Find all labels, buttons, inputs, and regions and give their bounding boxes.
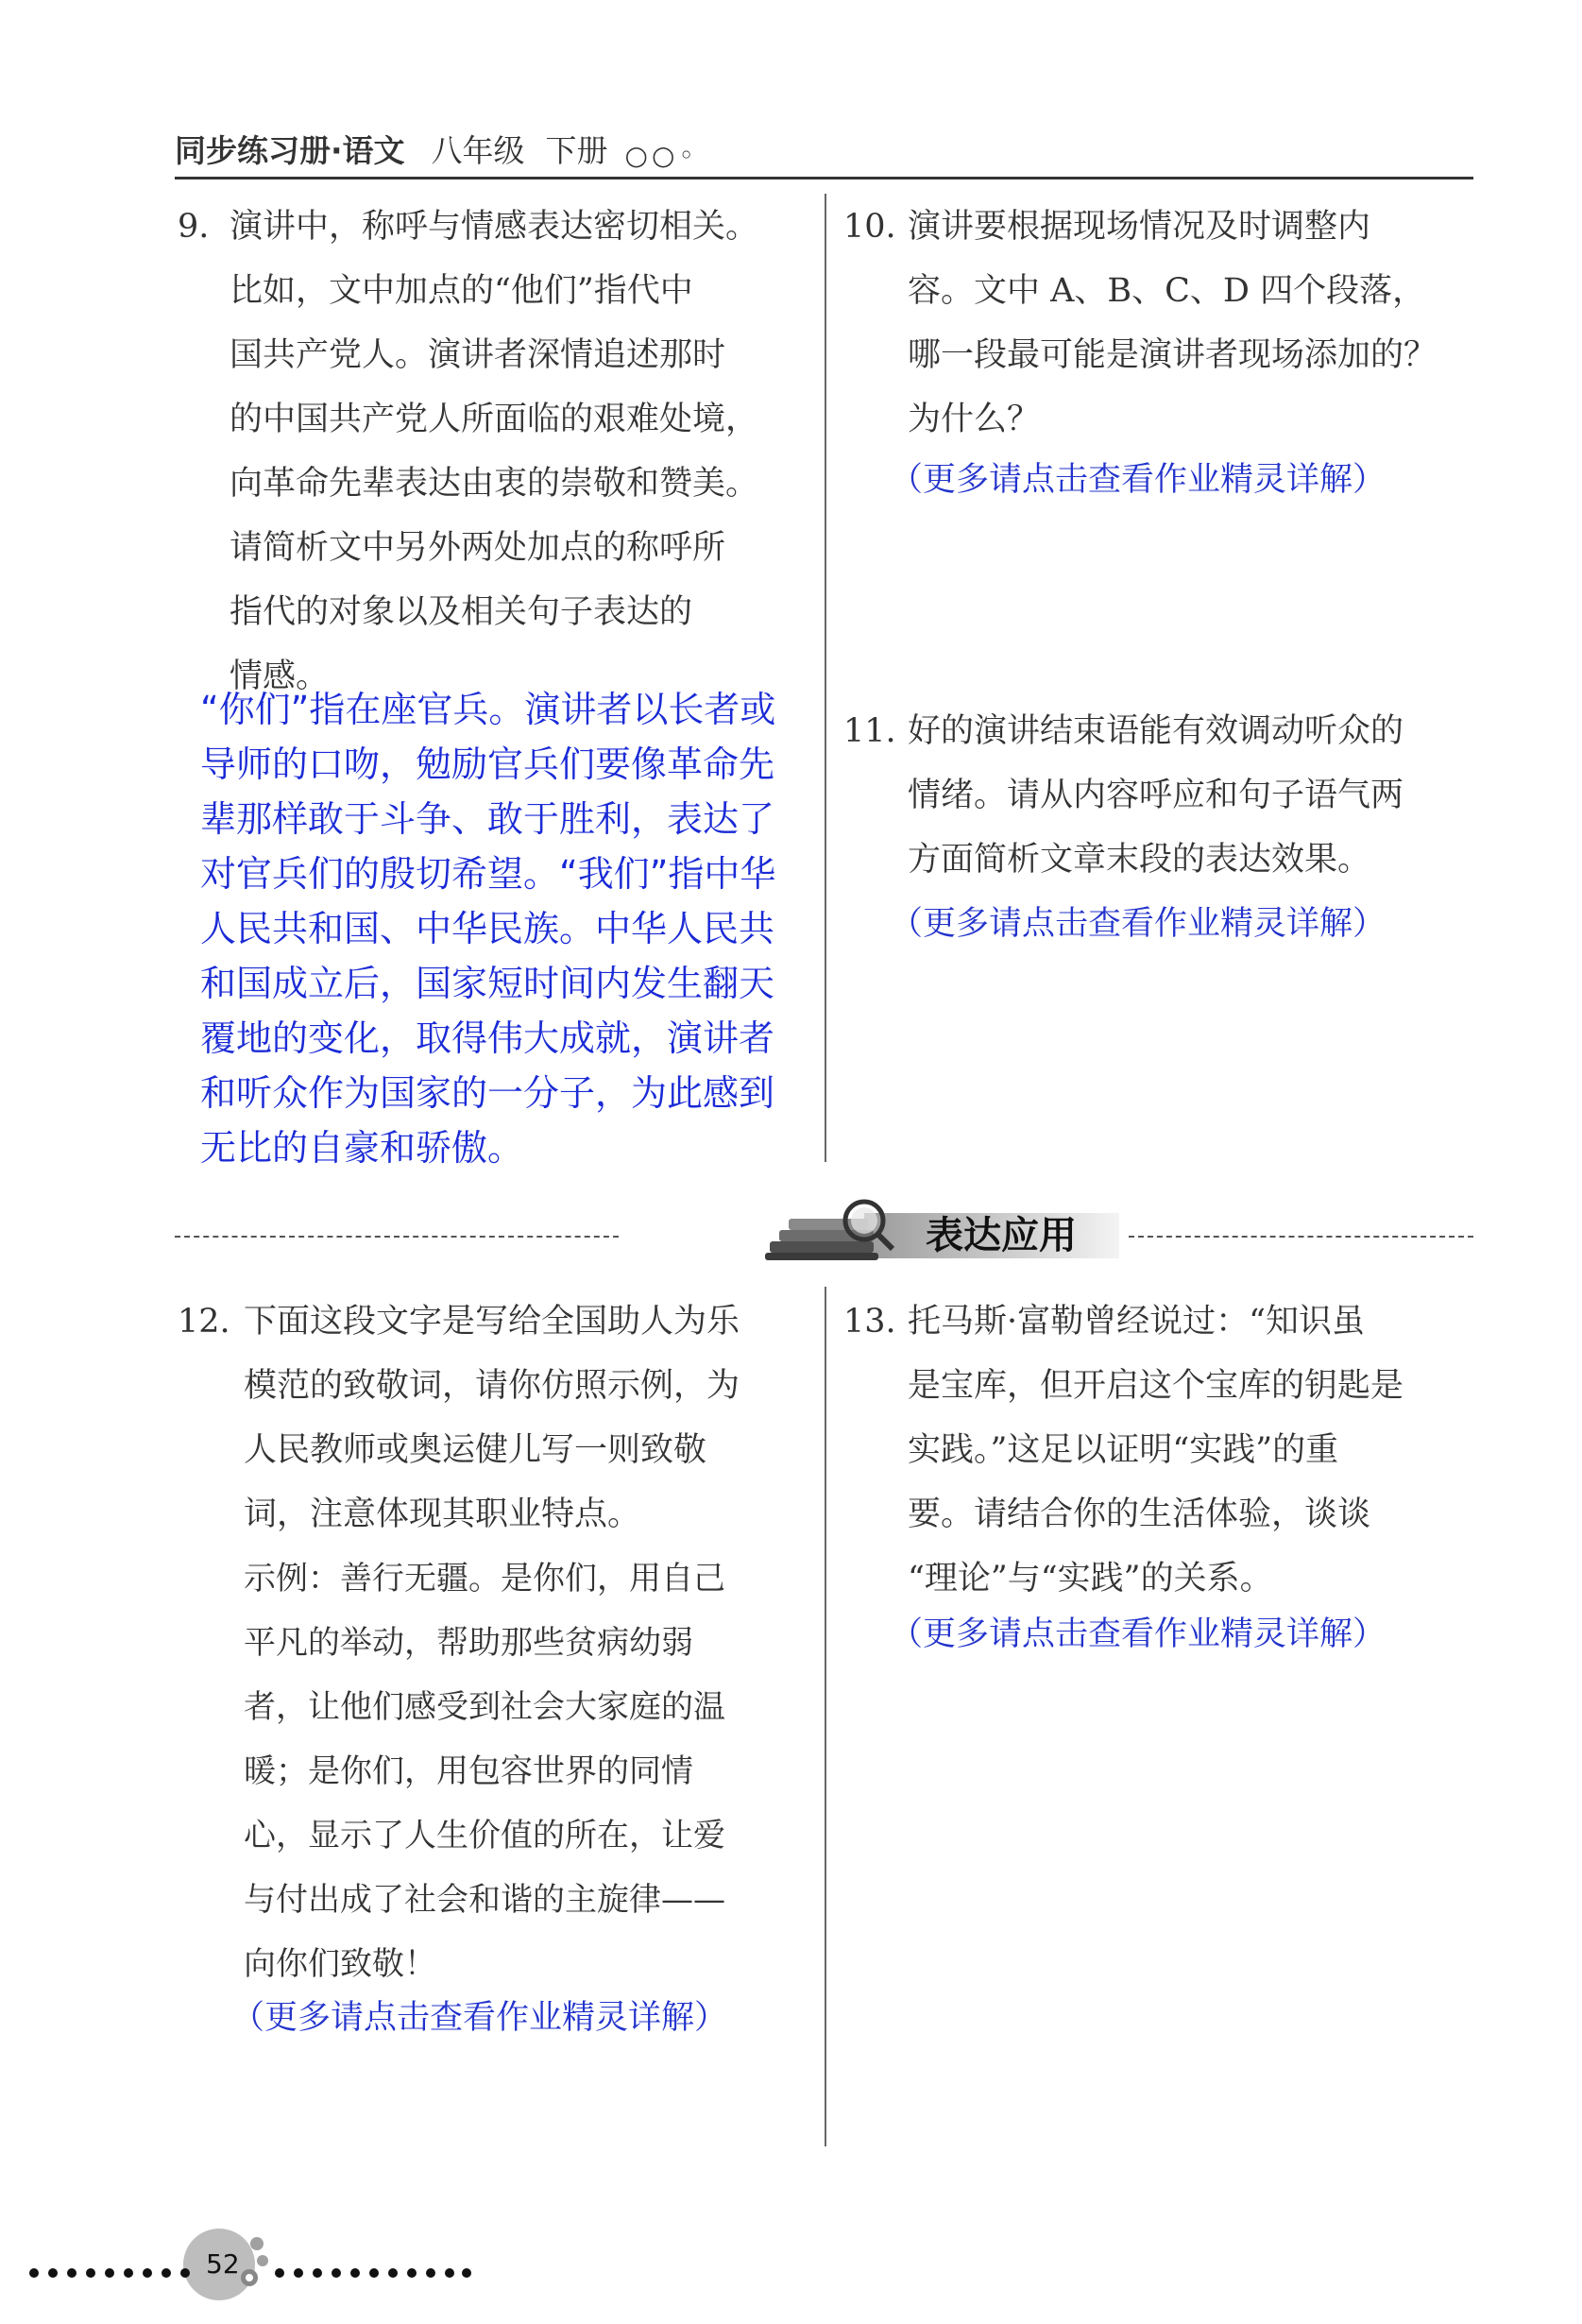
question-13-line-1: 13. 托马斯·富勒曾经说过：“知识虽: [843, 1290, 1486, 1354]
question-10-line-4: 为什么？: [908, 401, 1041, 438]
question-12-line-3: 人民教师或奥运健儿写一则致敬: [244, 1431, 707, 1469]
question-10: [843, 195, 1486, 452]
footer-dots: [28, 2267, 472, 2279]
example-line: 心，显示了人生价值的所在，让爱: [244, 1817, 725, 1854]
answer-line: 辈那样敢于斗争、敢于胜利，表达了: [200, 798, 775, 840]
question-11-line-1: 11. 好的演讲结束语能有效调动听众的: [843, 699, 1486, 763]
question-9: [178, 195, 820, 709]
question-9-line-4: 的中国共产党人所面临的艰难处境，: [230, 401, 759, 438]
section-title-banner: [751, 1192, 1119, 1268]
answer-line: 覆地的变化，取得伟大成就，演讲者: [200, 1017, 775, 1059]
question-12-line-2: 模范的致敬词，请你仿照示例，为: [244, 1367, 740, 1405]
answer-line: “你们”指在座官兵。演讲者以长者或: [200, 689, 776, 730]
question-9-line-6: 请简析文中另外两处加点的称呼所: [230, 529, 726, 567]
column-divider-bottom: [825, 1287, 826, 2146]
more-details-link[interactable]: （更多请点击查看作业精灵详解）: [890, 905, 1386, 943]
section-divider: [175, 1192, 1473, 1268]
question-9-line-3: 国共产党人。演讲者深情追述那时: [230, 336, 726, 374]
question-9-line-8: 情感。: [230, 658, 330, 695]
more-details-link[interactable]: （更多请点击查看作业精灵详解）: [890, 1615, 1386, 1653]
question-number: 9.: [178, 208, 210, 246]
example-line: 暖；是你们，用包容世界的同情: [244, 1752, 693, 1790]
question-number: 10.: [843, 208, 896, 246]
question-11-line-3: 方面简析文章末段的表达效果。: [908, 841, 1371, 879]
answer-line: 人民共和国、中华民族。中华人民共: [200, 908, 775, 949]
question-13-line-3: 实践。”这足以证明“实践”的重: [908, 1431, 1339, 1469]
question-number: 11.: [843, 712, 896, 750]
question-11-line-2: 情绪。请从内容呼应和句子语气两: [908, 777, 1404, 814]
question-9-line-2: 比如，文中加点的“他们”指代中: [230, 272, 693, 310]
answer-line: 对官兵们的殷切希望。“我们”指中华: [200, 853, 776, 895]
answer-line: 和国成立后，国家短时间内发生翻天: [200, 963, 775, 1004]
dashed-rule-left: [175, 1236, 619, 1238]
question-9-line-1: 9. 演讲中，称呼与情感表达密切相关。: [178, 195, 820, 259]
dashed-rule-right: [1129, 1236, 1473, 1238]
question-13-line-2: 是宝库，但开启这个宝库的钥匙是: [908, 1367, 1404, 1405]
example-line: 与付出成了社会和谐的主旋律——: [244, 1881, 725, 1919]
question-10-line-3: 哪一段最可能是演讲者现场添加的？: [908, 336, 1437, 374]
example-line: 者，让他们感受到社会大家庭的温: [244, 1688, 725, 1726]
question-10-line-2: 容。文中 A、B、C、D 四个段落，: [908, 272, 1426, 310]
answer-line: 导师的口吻，勉励官兵们要像革命先: [200, 743, 775, 785]
page-number: 52: [206, 2248, 240, 2280]
question-13-line-5: “理论”与“实践”的关系。: [908, 1560, 1273, 1598]
example-line: 平凡的举动，帮助那些贫病幼弱: [244, 1624, 693, 1662]
question-12-line-4: 词，注意体现其职业特点。: [244, 1495, 641, 1533]
example-line: 示例：善行无疆。是你们，用自己: [244, 1560, 725, 1598]
question-9-line-7: 指代的对象以及相关句子表达的: [230, 593, 693, 631]
column-divider-top: [825, 194, 826, 1162]
question-11: [843, 699, 1486, 892]
book-title: 同步练习册·语文: [175, 132, 405, 169]
grade-label: 八年级: [431, 132, 525, 169]
answer-line: 无比的自豪和骄傲。: [200, 1127, 524, 1169]
more-details-link[interactable]: （更多请点击查看作业精灵详解）: [890, 461, 1386, 499]
question-12-line-1: 12. 下面这段文字是写给全国助人为乐: [178, 1290, 820, 1354]
more-details-link[interactable]: （更多请点击查看作业精灵详解）: [231, 1999, 728, 2037]
question-9-answer: [200, 682, 824, 1175]
question-12: [178, 1290, 820, 1546]
question-13: [843, 1290, 1486, 1611]
answer-line: 和听众作为国家的一分子，为此感到: [200, 1072, 775, 1114]
question-number: 12.: [178, 1303, 230, 1341]
volume-label: 下册: [545, 132, 608, 169]
example-line: 向你们致敬！: [244, 1945, 436, 1983]
question-13-line-4: 要。请结合你的生活体验，谈谈: [908, 1495, 1371, 1533]
question-number: 13.: [843, 1303, 896, 1341]
question-10-line-1: 10. 演讲要根据现场情况及时调整内: [843, 195, 1486, 259]
page-header: [175, 130, 1473, 179]
header-marks: ○○◦: [624, 140, 698, 171]
question-9-line-5: 向革命先辈表达由衷的崇敬和赞美。: [230, 465, 759, 503]
question-12-example: [244, 1546, 820, 1996]
page-number-badge: [170, 2215, 283, 2300]
section-title: 表达应用: [926, 1214, 1077, 1257]
